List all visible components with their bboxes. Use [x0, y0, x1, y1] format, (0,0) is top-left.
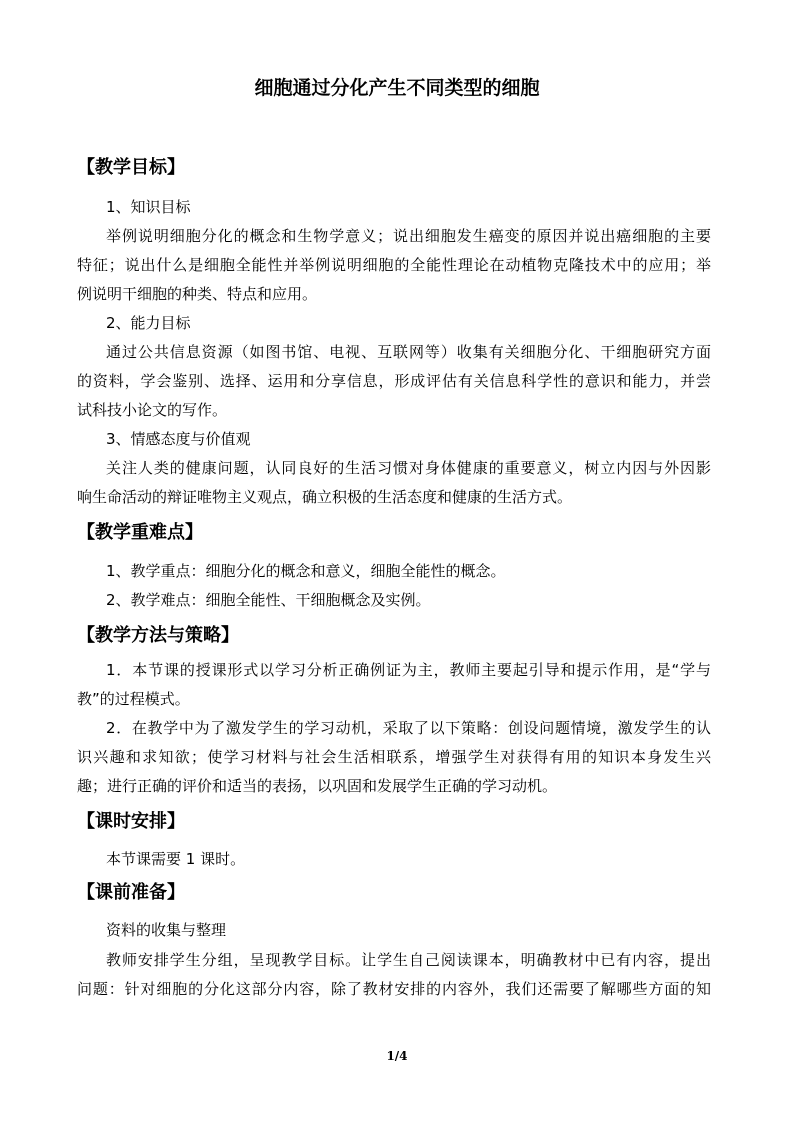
paragraph-line: 识兴趣和求知欲；使学习材料与社会生活相联系，增强学生对获得有用的知识本身发生兴: [77, 748, 711, 766]
paragraph-line: 例说明干细胞的种类、特点和应用。: [77, 285, 318, 303]
schedule-text: 本节课需要 1 课时。: [106, 850, 246, 868]
emotion-goal-heading: 3、情感态度与价值观: [106, 430, 251, 448]
section-heading-preparation: 【课前准备】: [77, 882, 185, 903]
key-point-item: 1、教学重点：细胞分化的概念和意义，细胞全能性的概念。: [106, 562, 506, 580]
ability-goal-heading: 2、能力目标: [106, 314, 191, 332]
section-heading-key-points: 【教学重难点】: [77, 522, 203, 543]
page-title: 细胞通过分化产生不同类型的细胞: [254, 77, 540, 99]
paragraph-line: 通过公共信息资源（如图书馆、电视、互联网等）收集有关细胞分化、干细胞研究方面: [106, 343, 711, 361]
paragraph-line: 2．在教学中为了激发学生的学习动机，采取了以下策略：创设问题情境，激发学生的认: [106, 719, 711, 737]
page-number: 1/4: [386, 1049, 408, 1063]
paragraph-line: 教师安排学生分组，呈现教学目标。让学生自己阅读课本，明确教材中已有内容，提出: [106, 951, 711, 969]
paragraph-line: 试科技小论文的写作。: [77, 401, 228, 419]
paragraph-line: 举例说明细胞分化的概念和生物学意义；说出细胞发生癌变的原因并说出癌细胞的主要: [106, 227, 711, 245]
key-point-item: 2、教学难点：细胞全能性、干细胞概念及实例。: [106, 591, 431, 609]
preparation-subheading: 资料的收集与整理: [106, 921, 227, 939]
section-heading-methods: 【教学方法与策略】: [77, 625, 239, 646]
paragraph-line: 趣；进行正确的评价和适当的表扬，以巩固和发展学生正确的学习动机。: [77, 777, 558, 795]
paragraph-line: 1．本节课的授课形式以学习分析正确例证为主，教师主要起引导和提示作用，是“学与: [106, 661, 711, 679]
section-heading-schedule: 【课时安排】: [77, 811, 185, 832]
paragraph-line: 问题：针对细胞的分化这部分内容，除了教材安排的内容外，我们还需要了解哪些方面的知: [77, 980, 711, 998]
paragraph-line: 响生命活动的辩证唯物主义观点，确立积极的生活态度和健康的生活方式。: [77, 488, 573, 506]
section-heading-goals: 【教学目标】: [77, 157, 185, 178]
paragraph-line: 的资料，学会鉴别、选择、运用和分享信息，形成评估有关信息科学性的意识和能力，并尝: [77, 372, 711, 390]
paragraph-line: 关注人类的健康问题，认同良好的生活习惯对身体健康的重要意义，树立内因与外因影: [106, 459, 711, 477]
paragraph-line: 教”的过程模式。: [77, 690, 190, 708]
paragraph-line: 特征；说出什么是细胞全能性并举例说明细胞的全能性理论在动植物克隆技术中的应用；举: [77, 256, 711, 274]
knowledge-goal-heading: 1、知识目标: [106, 198, 191, 216]
